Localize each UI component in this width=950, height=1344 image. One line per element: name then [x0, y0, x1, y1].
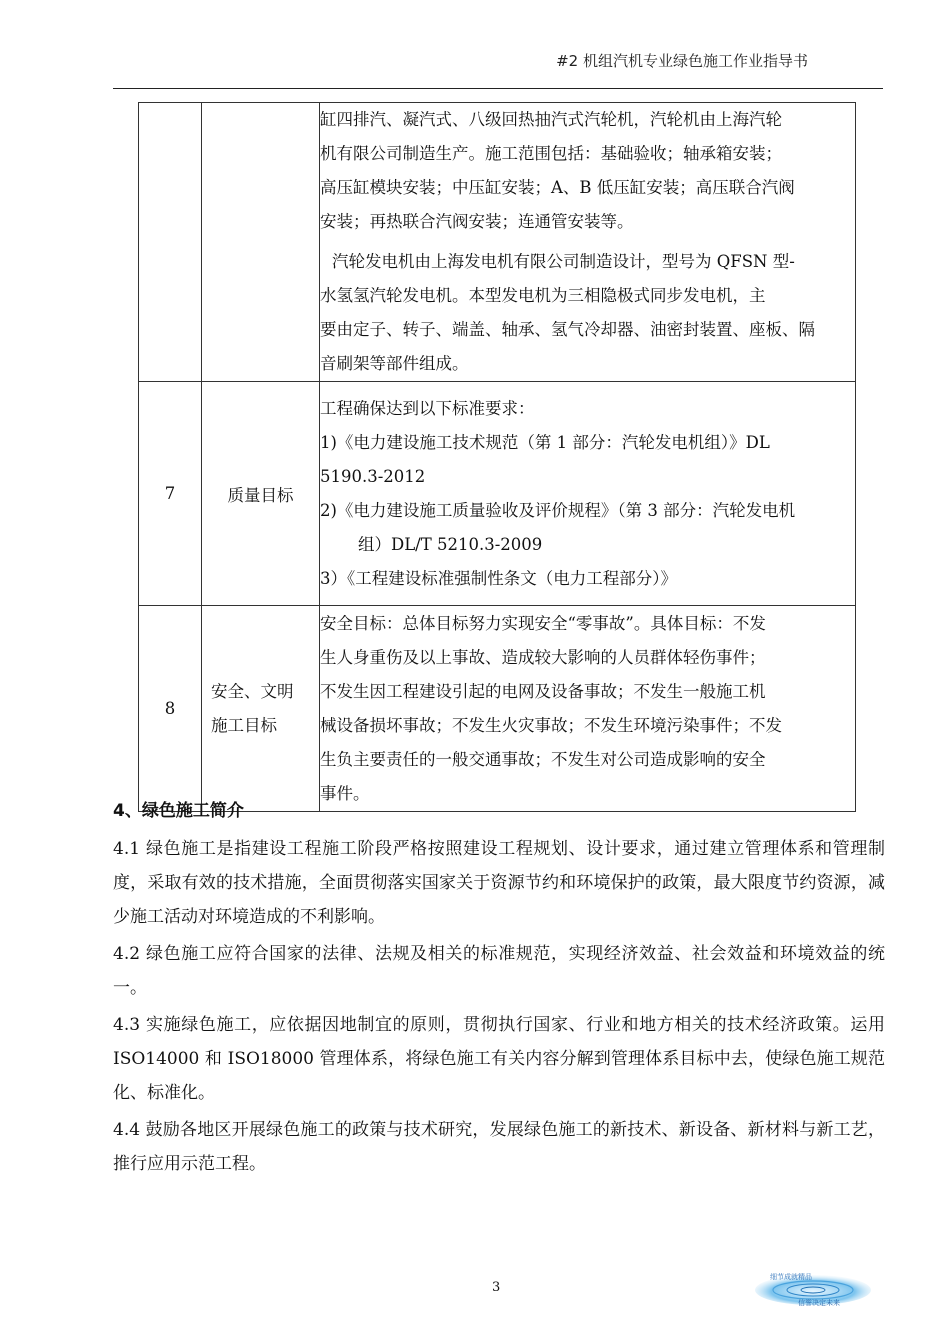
content-line: 生人身重伤及以上事故、造成较大影响的人员群体轻伤事件； [320, 647, 766, 667]
content-line: 械设备损坏事故；不发生火灾事故；不发生环境污染事件；不发 [320, 715, 782, 735]
paragraph: 4.1 绿色施工是指建设工程施工阶段严格按照建设工程规划、设计要求，通过建立管理体系和管理制度，采取有效的技术措施，全面贯彻落实国家关于资源节约和环境保护的政策，最大限度节约资源，减少施工活动对环境造成的不利影响。 [113, 839, 886, 927]
content-line: 事件。 [320, 783, 370, 803]
row-number: 8 [139, 606, 202, 812]
page-number: 3 [492, 1280, 501, 1295]
table-row [139, 606, 856, 812]
label-line: 施工目标 [211, 715, 277, 735]
content-line: 1)《电力建设施工技术规范（第 1 部分：汽轮发电机组）》DL [320, 432, 770, 452]
row-number [139, 103, 202, 382]
spec-table [138, 102, 856, 812]
paragraph: 4.2 绿色施工应符合国家的法律、法规及相关的标准规范，实现经济效益、社会效益和环境效益的统一。 [113, 944, 886, 998]
row-content [320, 606, 856, 812]
content-line: 生负主要责任的一般交通事故；不发生对公司造成影响的安全 [320, 749, 766, 769]
content-line: 安全目标：总体目标努力实现安全“零事故”。具体目标：不发 [320, 613, 766, 633]
content-line: 工程确保达到以下标准要求： [320, 398, 535, 418]
section-heading: 4、绿色施工简介 [113, 801, 244, 821]
logo-slogan-bottom: 信誉决定未来 [798, 1299, 840, 1307]
content-line: 机有限公司制造生产。施工范围包括：基础验收；轴承箱安装； [320, 144, 782, 163]
content-line: 3）《工程建设标准强制性条文（电力工程部分）》 [320, 568, 677, 588]
row-label [202, 103, 320, 382]
row-content [320, 382, 856, 606]
content-line: 5190.3-2012 [320, 466, 426, 486]
content-line: 汽轮发电机由上海发电机有限公司制造设计，型号为 QFSN 型- [332, 252, 795, 271]
row-label [202, 606, 320, 812]
logo-slogan-top: 细节成就精品 [770, 1273, 812, 1281]
company-logo-icon [752, 1270, 874, 1308]
paragraph: 4.4 鼓励各地区开展绿色施工的政策与技术研究，发展绿色施工的新技术、新设备、新材料与新工艺，推行应用示范工程。 [113, 1120, 885, 1174]
content-line: 安装；再热联合汽阀安装；连通管安装等。 [320, 212, 634, 231]
content-line: 2)《电力建设施工质量验收及评价规程》（第 3 部分：汽轮发电机 [320, 500, 796, 520]
table-row [139, 103, 856, 382]
content-line: 高压缸模块安装；中压缸安装；A、B 低压缸安装；高压联合汽阀 [320, 178, 795, 197]
label-line: 安全、文明 [211, 681, 294, 701]
content-line: 要由定子、转子、端盖、轴承、氢气冷却器、油密封装置、座板、隔 [320, 320, 815, 339]
content-line: 水氢氢汽轮发电机。本型发电机为三相隐极式同步发电机，主 [320, 286, 766, 305]
content-line: 不发生因工程建设引起的电网及设备事故；不发生一般施工机 [320, 681, 766, 701]
row-label: 质量目标 [202, 382, 320, 606]
row-content [320, 103, 856, 382]
row-number: 7 [139, 382, 202, 606]
paragraph: 4.3 实施绿色施工，应依据因地制宜的原则，贯彻执行国家、行业和地方相关的技术经济政策。运用 ISO14000 和 ISO18000 管理体系，将绿色施工有关内容分解到管理体系目标中去，使绿色施工规范化、标准化。 [113, 1015, 886, 1103]
content-line: 缸四排汽、凝汽式、八级回热抽汽式汽轮机，汽轮机由上海汽轮 [320, 110, 782, 129]
table-row [139, 382, 856, 606]
header-divider [113, 88, 883, 89]
section-body [113, 832, 885, 1184]
page-header-title: #2 机组汽机专业绿色施工作业指导书 [556, 52, 808, 70]
content-line: 音刷架等部件组成。 [320, 354, 469, 373]
content-line: 组）DL/T 5210.3-2009 [358, 534, 543, 554]
